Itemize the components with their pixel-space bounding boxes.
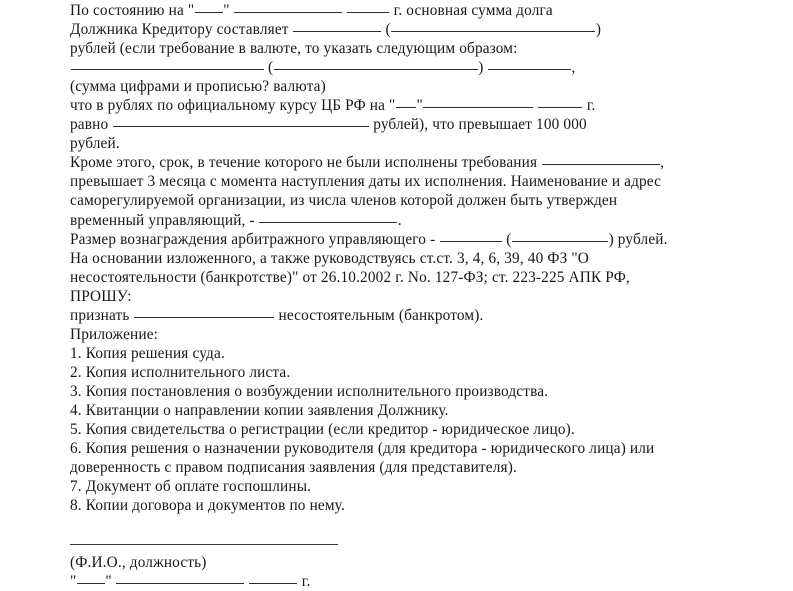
document-line bbox=[70, 287, 786, 306]
document-line bbox=[70, 191, 786, 210]
text-run: 4. Квитанции о направлении копии заявления Должнику. bbox=[70, 401, 449, 419]
text-run: (сумма цифрами и прописью? валюта) bbox=[70, 78, 326, 96]
document-line bbox=[70, 20, 786, 39]
text-run: что в рублях по официальному курсу ЦБ РФ на " bbox=[70, 97, 396, 115]
document-line bbox=[70, 306, 786, 325]
text-run: " bbox=[416, 97, 423, 115]
text-run: несостоятельным (банкротом). bbox=[274, 306, 484, 324]
text-run: На основании изложенного, а также руководствуясь ст.ст. 3, 4, 6, 39, 40 ФЗ "О bbox=[70, 249, 589, 267]
text-run: ( bbox=[264, 59, 274, 77]
document-line bbox=[70, 268, 786, 287]
text-run: несостоятельности (банкротстве)" от 26.10.2002 г. No. 127-ФЗ; ст. 223-225 АПК РФ, bbox=[70, 268, 630, 286]
text-run bbox=[245, 573, 249, 590]
text-run: 6. Копия решения о назначении руководителя (для кредитора - юридического лица) или bbox=[70, 440, 655, 458]
text-run: равно bbox=[70, 116, 113, 134]
text-run: рублей), что превышает 100 000 bbox=[369, 116, 587, 134]
document-line bbox=[70, 477, 786, 496]
text-run bbox=[343, 2, 347, 19]
fill-in-blank[interactable] bbox=[274, 58, 478, 70]
fill-in-blank[interactable] bbox=[113, 115, 369, 127]
document-line bbox=[70, 134, 786, 153]
document-line bbox=[70, 515, 786, 534]
fill-in-blank[interactable] bbox=[249, 572, 297, 584]
text-run: г. bbox=[582, 97, 596, 115]
document-line bbox=[70, 249, 786, 268]
text-run: временный управляющий, - bbox=[70, 211, 259, 229]
text-run: г. bbox=[297, 573, 311, 591]
document-line bbox=[70, 58, 786, 77]
document-line bbox=[70, 325, 786, 344]
text-run: По состоянию на " bbox=[70, 2, 195, 19]
fill-in-blank[interactable] bbox=[293, 20, 381, 32]
text-run: 2. Копия исполнительного листа. bbox=[70, 363, 291, 381]
document-line bbox=[70, 439, 786, 458]
text-run: 1. Копия решения суда. bbox=[70, 344, 225, 362]
document-line bbox=[70, 344, 786, 363]
fill-in-blank[interactable] bbox=[195, 1, 223, 13]
text-run: 3. Копия постановления о возбуждении исполнительного производства. bbox=[70, 382, 549, 400]
fill-in-blank[interactable] bbox=[488, 58, 571, 70]
text-run: ( bbox=[502, 230, 512, 248]
document-line bbox=[70, 230, 786, 249]
document-line bbox=[70, 115, 786, 134]
text-run: признать bbox=[70, 306, 134, 324]
fill-in-blank[interactable] bbox=[538, 96, 582, 108]
text-run: " bbox=[105, 573, 116, 591]
document-line bbox=[70, 96, 786, 115]
fill-in-blank[interactable] bbox=[134, 306, 274, 318]
text-run: 8. Копии договора и документов по нему. bbox=[70, 497, 345, 515]
document-line bbox=[70, 534, 786, 553]
text-run: доверенность с правом подписания заявления (для представителя). bbox=[70, 459, 517, 477]
document-line bbox=[70, 553, 786, 572]
fill-in-blank[interactable] bbox=[396, 96, 416, 108]
document-line bbox=[70, 172, 786, 191]
text-run: , bbox=[660, 154, 665, 172]
signature-rule[interactable] bbox=[70, 535, 338, 545]
text-run: ) bbox=[478, 59, 488, 77]
text-run: " bbox=[223, 2, 234, 19]
document-line bbox=[70, 420, 786, 439]
document-line bbox=[70, 496, 786, 515]
fill-in-blank[interactable] bbox=[347, 1, 389, 13]
fill-in-blank[interactable] bbox=[71, 58, 264, 70]
fill-in-blank[interactable] bbox=[116, 572, 244, 584]
text-run: , bbox=[571, 59, 576, 77]
document-line bbox=[70, 1, 786, 20]
text-run: ПРОШУ: bbox=[70, 287, 132, 305]
text-run: . bbox=[397, 211, 402, 229]
fill-in-blank[interactable] bbox=[77, 572, 105, 584]
fill-in-blank[interactable] bbox=[542, 153, 660, 165]
text-run bbox=[534, 97, 538, 114]
text-run: 7. Документ об оплате госпошлины. bbox=[70, 478, 312, 496]
text-run: Должника Кредитору составляет bbox=[70, 21, 293, 39]
text-run: саморегулируемой организации, из числа членов которой должен быть утвержден bbox=[70, 192, 618, 210]
document-line bbox=[70, 77, 786, 96]
text-run: г. основная сумма долга bbox=[389, 2, 553, 19]
document-line bbox=[70, 401, 786, 420]
fill-in-blank[interactable] bbox=[512, 230, 608, 242]
text-run: ) bbox=[595, 21, 602, 39]
fill-in-blank[interactable] bbox=[423, 96, 533, 108]
document-line bbox=[70, 153, 786, 172]
text-run: Кроме этого, срок, в течение которого не были исполнены требования bbox=[70, 154, 542, 172]
document-line bbox=[70, 39, 786, 58]
fill-in-blank[interactable] bbox=[259, 211, 397, 223]
text-run: превышает 3 месяца с момента наступления даты их исполнения. Наименование и адрес bbox=[70, 173, 662, 191]
document-line bbox=[70, 382, 786, 401]
text-run: (Ф.И.О., должность) bbox=[70, 554, 207, 572]
fill-in-blank[interactable] bbox=[391, 20, 595, 32]
text-run: Приложение: bbox=[70, 325, 159, 343]
document-line bbox=[70, 211, 786, 230]
text-run: Размер вознаграждения арбитражного управляющего - bbox=[70, 230, 440, 248]
text-run: " bbox=[70, 573, 77, 591]
fill-in-blank[interactable] bbox=[440, 230, 502, 242]
document-line bbox=[70, 363, 786, 382]
text-run: 5. Копия свидетельства о регистрации (если кредитор - юридическое лицо). bbox=[70, 421, 575, 439]
document-body bbox=[70, 1, 786, 591]
document-line bbox=[70, 458, 786, 477]
text-run: ( bbox=[381, 21, 391, 39]
text-run: ) рублей. bbox=[608, 230, 668, 248]
document-line bbox=[70, 572, 786, 591]
text-run: рублей. bbox=[70, 135, 120, 153]
fill-in-blank[interactable] bbox=[234, 1, 342, 13]
text-run: рублей (если требование в валюте, то указать следующим образом: bbox=[70, 40, 518, 58]
